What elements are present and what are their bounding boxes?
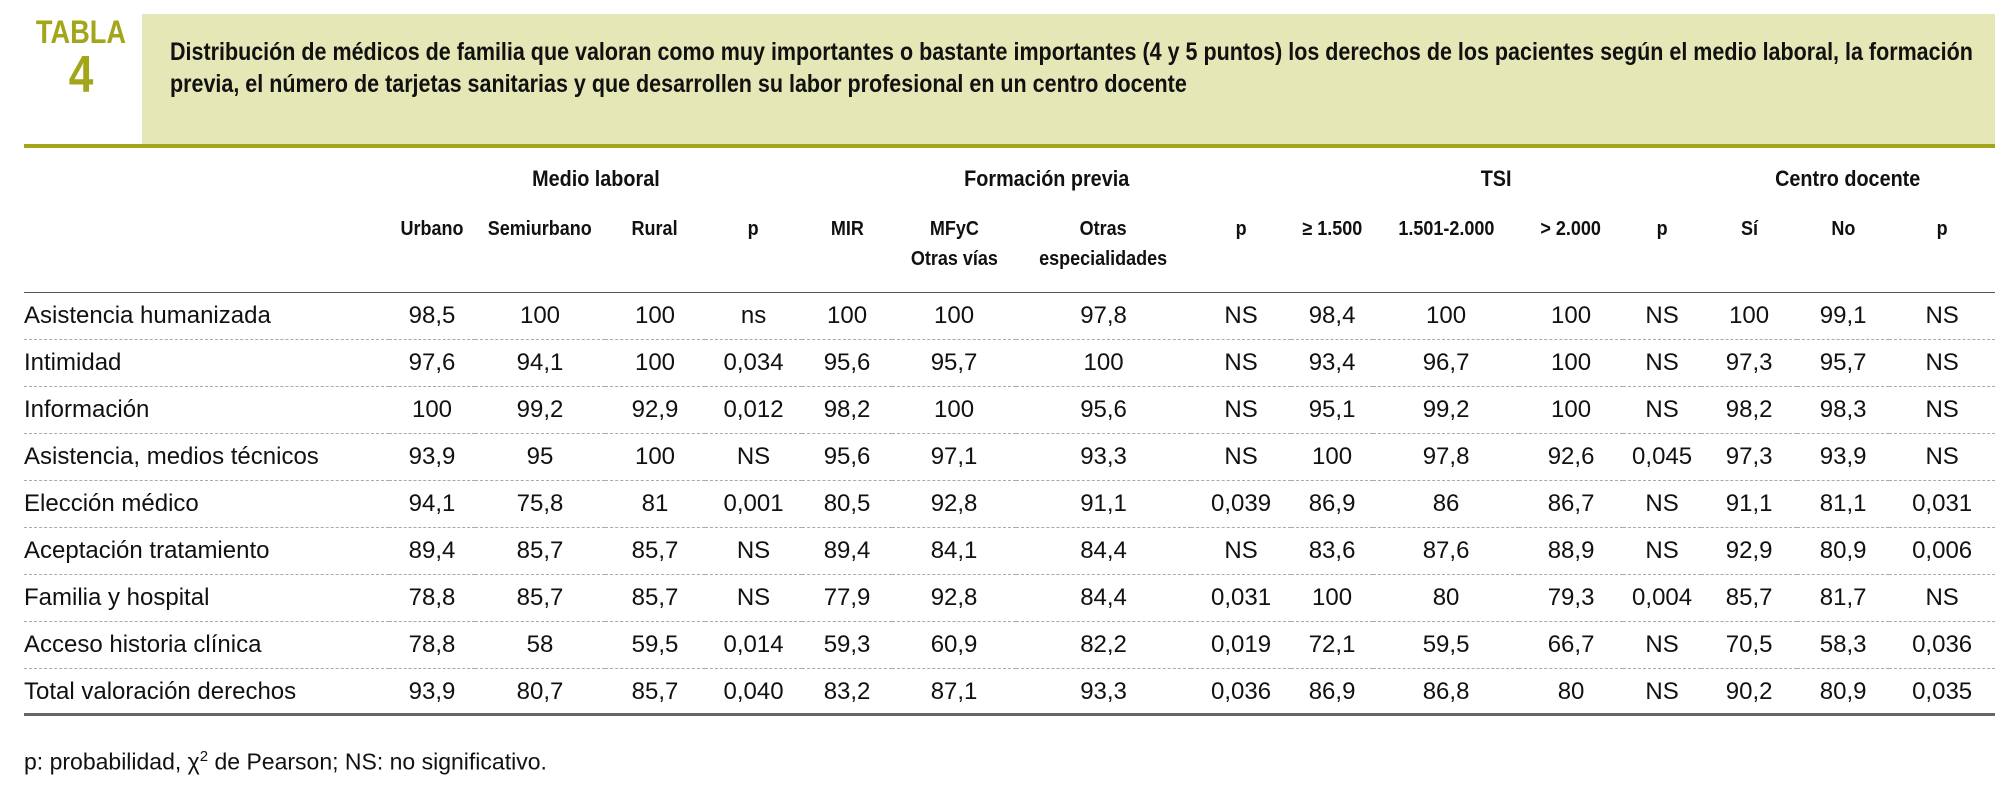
table-cell: 80 bbox=[1432, 584, 1460, 611]
table-cell: 87,1 bbox=[930, 678, 978, 706]
table-cell: 91,1 bbox=[1080, 490, 1127, 517]
table-cell: 0,001 bbox=[723, 490, 784, 517]
table-cell: 80 bbox=[1557, 678, 1585, 706]
table-cell: 85,7 bbox=[1725, 584, 1773, 611]
bottom-rule bbox=[24, 713, 1995, 716]
col-p-formacion: p bbox=[1235, 218, 1247, 240]
table-cell: NS bbox=[1645, 490, 1679, 517]
table-cell: ns bbox=[740, 302, 767, 329]
table-cell: 100 bbox=[1551, 396, 1592, 423]
table-cell: 93,9 bbox=[1819, 443, 1867, 470]
table-cell: 100 bbox=[934, 302, 975, 329]
table-cell: NS bbox=[1925, 396, 1959, 423]
table-cell: 100 bbox=[1729, 302, 1770, 329]
table-cell: 100 bbox=[1426, 302, 1467, 329]
table-cell: NS bbox=[1224, 302, 1258, 329]
table-cell: 98,2 bbox=[1725, 396, 1773, 423]
col-tsi-1500: ≥ 1.500 bbox=[1302, 218, 1363, 240]
table-cell: 0,004 bbox=[1632, 584, 1693, 611]
table-cell: 95,1 bbox=[1308, 396, 1356, 423]
table-cell: NS bbox=[736, 537, 771, 564]
group-centro-docente: Centro docente bbox=[1775, 166, 1921, 191]
row-label: Familia y hospital bbox=[24, 584, 210, 611]
table-cell: NS bbox=[736, 584, 771, 611]
table-cell: 93,3 bbox=[1080, 443, 1127, 470]
table-cell: 98,2 bbox=[823, 396, 871, 423]
table-row bbox=[24, 434, 1995, 481]
row-label: Total valoración derechos bbox=[24, 678, 297, 706]
col-mir: MIR bbox=[830, 218, 864, 240]
table-cell: 92,8 bbox=[930, 490, 978, 517]
table-cell: 94,1 bbox=[408, 490, 456, 517]
badge-word: TABLA bbox=[35, 14, 127, 50]
table-badge bbox=[26, 14, 136, 104]
table-cell: 100 bbox=[934, 396, 975, 423]
table-cell: 97,1 bbox=[930, 443, 978, 470]
table-cell: 98,4 bbox=[1308, 302, 1356, 329]
table-cell: 78,8 bbox=[408, 631, 456, 658]
table-cell: 0,039 bbox=[1211, 490, 1272, 517]
table-cell: 95,6 bbox=[823, 349, 871, 376]
row-label: Asistencia humanizada bbox=[24, 302, 271, 329]
table-cell: 83,2 bbox=[823, 678, 871, 706]
table-cell: 100 bbox=[1083, 349, 1124, 376]
table-cell: 77,9 bbox=[823, 584, 871, 611]
col-no: No bbox=[1831, 218, 1856, 240]
table-row bbox=[24, 575, 1995, 622]
table-cell: 86,9 bbox=[1308, 490, 1356, 517]
table-cell: 59,3 bbox=[823, 631, 871, 658]
row-label: Información bbox=[24, 396, 150, 423]
table-cell: 100 bbox=[1312, 443, 1353, 470]
table-cell: 97,6 bbox=[408, 349, 456, 376]
table-cell: 79,3 bbox=[1547, 584, 1595, 611]
table-cell: 93,3 bbox=[1080, 678, 1127, 706]
table-cell: NS bbox=[1925, 584, 1959, 611]
table-row bbox=[24, 387, 1995, 434]
table-row bbox=[24, 528, 1995, 575]
table-row bbox=[24, 669, 1995, 716]
table-cell: NS bbox=[1224, 349, 1258, 376]
table-cell: 95,7 bbox=[930, 349, 978, 376]
col-rural: Rural bbox=[631, 218, 679, 240]
col-p-docente: p bbox=[1936, 218, 1948, 240]
table-cell: 85,7 bbox=[631, 537, 679, 564]
table-cell: NS bbox=[1925, 443, 1959, 470]
table-cell: 97,8 bbox=[1422, 443, 1470, 470]
col-tsi-2000: > 2.000 bbox=[1540, 218, 1602, 240]
table-cell: 0,045 bbox=[1632, 443, 1693, 470]
table-cell: NS bbox=[1645, 678, 1679, 706]
table-cell: 91,1 bbox=[1725, 490, 1773, 517]
table-cell: NS bbox=[1645, 349, 1679, 376]
table-cell: 100 bbox=[1312, 584, 1353, 611]
table-row bbox=[24, 340, 1995, 387]
table-cell: 80,9 bbox=[1819, 537, 1867, 564]
table-cell: 100 bbox=[634, 302, 676, 329]
table-cell: 0,006 bbox=[1912, 537, 1973, 564]
table-cell: 94,1 bbox=[516, 349, 564, 376]
table-cell: 89,4 bbox=[408, 537, 456, 564]
table-cell: 97,8 bbox=[1080, 302, 1127, 329]
table-cell: 0,035 bbox=[1912, 678, 1973, 706]
table-cell: 0,040 bbox=[723, 678, 784, 706]
table-cell: 92,6 bbox=[1547, 443, 1595, 470]
group-tsi: TSI bbox=[1480, 166, 1512, 191]
table-row bbox=[24, 293, 1995, 340]
table-cell: 81,7 bbox=[1819, 584, 1867, 611]
label-header bbox=[24, 208, 389, 293]
table-cell: 93,9 bbox=[408, 678, 456, 706]
table-cell: 99,1 bbox=[1819, 302, 1867, 329]
table-cell: 85,7 bbox=[516, 537, 564, 564]
table-cell: NS bbox=[1224, 537, 1258, 564]
table-cell: 66,7 bbox=[1547, 631, 1595, 658]
table-cell: 95,6 bbox=[823, 443, 871, 470]
table-cell: 59,5 bbox=[1422, 631, 1470, 658]
table-cell: 99,2 bbox=[1422, 396, 1470, 423]
col-semiurbano: Semiurbano bbox=[487, 218, 593, 240]
col-si: Sí bbox=[1740, 218, 1758, 240]
table-cell: 89,4 bbox=[823, 537, 871, 564]
table-cell: 100 bbox=[1551, 302, 1592, 329]
table-cell: 0,012 bbox=[723, 396, 784, 423]
table-cell: 85,7 bbox=[631, 584, 679, 611]
table-cell: 80,7 bbox=[516, 678, 564, 706]
table-cell: 100 bbox=[411, 396, 453, 423]
table-cell: 78,8 bbox=[408, 584, 456, 611]
table-cell: 86,8 bbox=[1422, 678, 1470, 706]
table-cell: 58 bbox=[526, 631, 554, 658]
table-cell: 58,3 bbox=[1819, 631, 1867, 658]
table-cell: 93,9 bbox=[408, 443, 456, 470]
table-cell: NS bbox=[1645, 396, 1679, 423]
col-urbano: Urbano bbox=[400, 218, 464, 240]
table-cell: 0,034 bbox=[723, 349, 784, 376]
table-cell: 84,4 bbox=[1080, 584, 1127, 611]
table-cell: NS bbox=[1925, 349, 1959, 376]
col-p-tsi: p bbox=[1656, 218, 1668, 240]
table-cell: 75,8 bbox=[516, 490, 564, 517]
table-cell: 99,2 bbox=[516, 396, 564, 423]
table-cell: 95,6 bbox=[1080, 396, 1127, 423]
table-cell: NS bbox=[1645, 631, 1679, 658]
table-cell: 86,9 bbox=[1308, 678, 1356, 706]
table-cell: 72,1 bbox=[1308, 631, 1356, 658]
table-cell: 100 bbox=[634, 349, 676, 376]
table-cell: 83,6 bbox=[1308, 537, 1356, 564]
table-cell: NS bbox=[1224, 443, 1258, 470]
table-cell: 85,7 bbox=[516, 584, 564, 611]
table-cell: 86 bbox=[1432, 490, 1460, 517]
table-cell: 82,2 bbox=[1080, 631, 1127, 658]
col-otras-especialidades: Otras especialidades bbox=[1039, 218, 1168, 270]
table-cell: 81,1 bbox=[1819, 490, 1867, 517]
table-cell: NS bbox=[1224, 396, 1258, 423]
table-cell: 87,6 bbox=[1422, 537, 1470, 564]
table-cell: 96,7 bbox=[1422, 349, 1470, 376]
table-cell: 98,3 bbox=[1819, 396, 1867, 423]
table-cell: 92,9 bbox=[631, 396, 679, 423]
table-cell: 100 bbox=[519, 302, 561, 329]
table-cell: 80,5 bbox=[823, 490, 871, 517]
row-label: Asistencia, medios técnicos bbox=[24, 443, 319, 470]
table-row bbox=[24, 481, 1995, 528]
table-cell: 0,036 bbox=[1912, 631, 1973, 658]
table-cell: 0,031 bbox=[1211, 584, 1272, 611]
table-cell: 0,019 bbox=[1211, 631, 1272, 658]
table-cell: 93,4 bbox=[1308, 349, 1356, 376]
table-title: Distribución de médicos de familia que valoran como muy importantes o bastante importantes (4 y 5 puntos) los derechos de los pacientes según el medio laboral, la formación previa, el número de tarjetas sanitarias y que desarrollen su labor profesional en un centro docente bbox=[170, 38, 1973, 98]
row-label: Aceptación tratamiento bbox=[24, 537, 270, 564]
table-cell: 70,5 bbox=[1725, 631, 1773, 658]
table-cell: NS bbox=[1645, 537, 1679, 564]
table-cell: 97,3 bbox=[1725, 443, 1773, 470]
table-row bbox=[24, 622, 1995, 669]
table-cell: 84,1 bbox=[930, 537, 978, 564]
table-cell: 0,036 bbox=[1211, 678, 1272, 706]
table-cell: 90,2 bbox=[1725, 678, 1773, 706]
row-label: Acceso historia clínica bbox=[24, 631, 262, 658]
table-cell: 86,7 bbox=[1547, 490, 1595, 517]
row-label: Intimidad bbox=[24, 349, 122, 376]
table-cell: 80,9 bbox=[1819, 678, 1867, 706]
table-cell: 85,7 bbox=[631, 678, 679, 706]
table-cell: 81 bbox=[641, 490, 669, 517]
title-rule bbox=[24, 144, 1995, 148]
table-cell: NS bbox=[1645, 302, 1679, 329]
table-cell: 92,9 bbox=[1725, 537, 1773, 564]
table-cell: 84,4 bbox=[1080, 537, 1127, 564]
table-cell: 92,8 bbox=[930, 584, 978, 611]
table-cell: 100 bbox=[827, 302, 868, 329]
group-formacion-previa: Formación previa bbox=[964, 166, 1130, 191]
table-cell: 60,9 bbox=[930, 631, 978, 658]
title-box bbox=[142, 14, 1995, 144]
table-cell: 100 bbox=[1551, 349, 1592, 376]
table-cell: 0,014 bbox=[723, 631, 784, 658]
table-cell: NS bbox=[736, 443, 771, 470]
col-p-medio: p bbox=[748, 218, 760, 240]
table-cell: 95,7 bbox=[1819, 349, 1867, 376]
data-table bbox=[24, 150, 1995, 716]
table-cell: 95 bbox=[526, 443, 554, 470]
badge-number: 4 bbox=[68, 46, 94, 104]
row-label: Elección médico bbox=[24, 490, 199, 517]
col-tsi-1501-2000: 1.501-2.000 bbox=[1398, 218, 1495, 240]
table-cell: 100 bbox=[634, 443, 676, 470]
table-cell: 88,9 bbox=[1547, 537, 1595, 564]
footnote: p: probabilidad, $\chi^2$ de Pearson; NS: no significativo. bbox=[24, 748, 547, 775]
table-cell: 98,5 bbox=[408, 302, 456, 329]
corner-cell bbox=[24, 150, 389, 208]
table-cell: 0,031 bbox=[1912, 490, 1973, 517]
col-mfyc: MFyC Otras vías bbox=[910, 218, 998, 270]
table-cell: 97,3 bbox=[1725, 349, 1773, 376]
group-medio-laboral: Medio laboral bbox=[531, 166, 660, 191]
table-cell: 59,5 bbox=[631, 631, 679, 658]
table-cell: NS bbox=[1925, 302, 1959, 329]
